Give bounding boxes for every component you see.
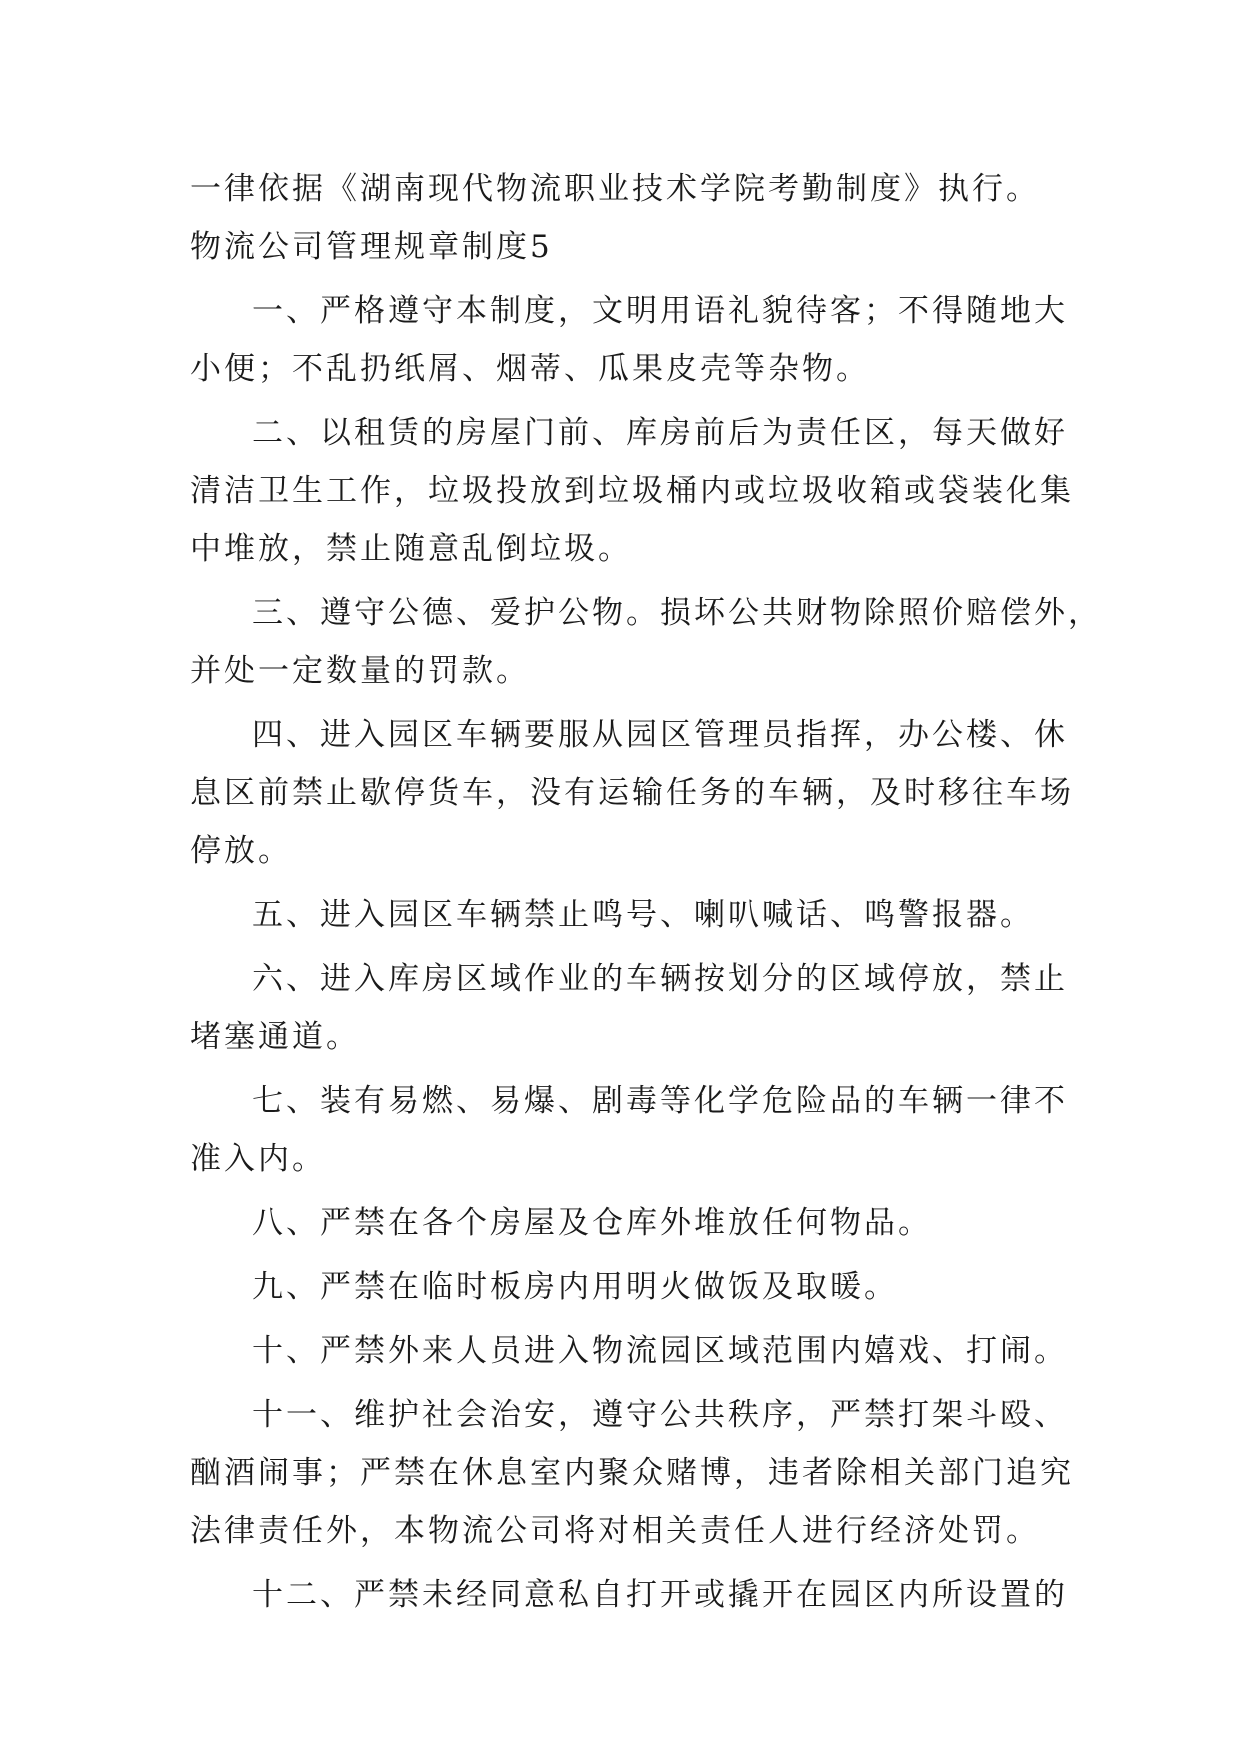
text-line: 七、装有易燃、易爆、剧毒等化学危险品的车辆一律不 <box>252 1083 1068 1119</box>
text-line: 十一、维护社会治安，遵守公共秩序，严禁打架斗殴、 <box>252 1397 1068 1433</box>
text-line: 五、进入园区车辆禁止鸣号、喇叭喊话、鸣警报器。 <box>252 897 1034 933</box>
text-line: 准入内。 <box>190 1141 326 1177</box>
text-line: 酗酒闹事；严禁在休息室内聚众赌博，违者除相关部门追究 <box>190 1455 1074 1491</box>
text-line: 停放。 <box>190 833 292 869</box>
text-line: 六、进入库房区域作业的车辆按划分的区域停放，禁止 <box>252 961 1068 997</box>
text-line: 九、严禁在临时板房内用明火做饭及取暖。 <box>252 1269 898 1305</box>
document-body <box>190 160 1102 1624</box>
text-line: 三、遵守公德、爱护公物。损坏公共财物除照价赔偿外， <box>252 595 1102 631</box>
text-line: 八、严禁在各个房屋及仓库外堆放任何物品。 <box>252 1205 932 1241</box>
text-line: 法律责任外，本物流公司将对相关责任人进行经济处罚。 <box>190 1513 1040 1549</box>
text-line: 十二、严禁未经同意私自打开或撬开在园区内所设置的 <box>252 1577 1068 1613</box>
text-line: 中堆放，禁止随意乱倒垃圾。 <box>190 531 632 567</box>
text-line: 二、以租赁的房屋门前、库房前后为责任区，每天做好 <box>252 415 1068 451</box>
text-line: 十、严禁外来人员进入物流园区域范围内嬉戏、打闹。 <box>252 1333 1068 1369</box>
text-line: 小便；不乱扔纸屑、烟蒂、瓜果皮壳等杂物。 <box>190 351 870 387</box>
text-line: 四、进入园区车辆要服从园区管理员指挥，办公楼、休 <box>252 717 1068 753</box>
text-line: 并处一定数量的罚款。 <box>190 653 530 689</box>
text-line: 一、严格遵守本制度，文明用语礼貌待客；不得随地大 <box>252 293 1068 329</box>
text-line: 息区前禁止歇停货车，没有运输任务的车辆，及时移往车场 <box>190 775 1074 811</box>
text-line: 清洁卫生工作，垃圾投放到垃圾桶内或垃圾收箱或袋装化集 <box>190 473 1074 509</box>
text-line: 一律依据《湖南现代物流职业技术学院考勤制度》执行。 <box>190 171 1040 207</box>
section-title: 物流公司管理规章制度5 <box>190 229 553 265</box>
text-line: 堵塞通道。 <box>190 1019 360 1055</box>
